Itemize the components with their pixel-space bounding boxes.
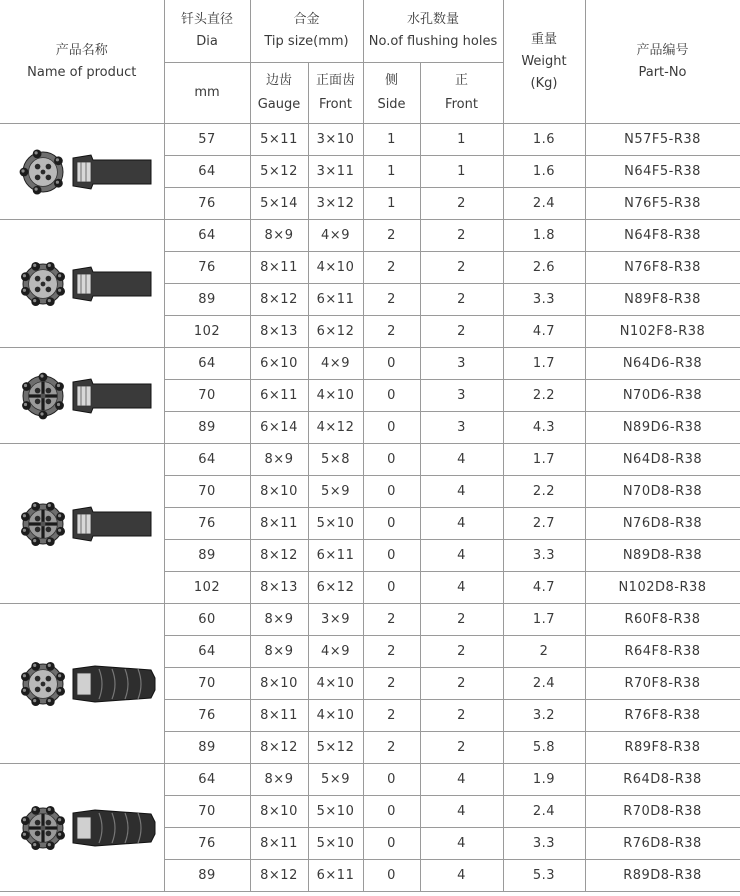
- cell-gauge-tip: 8×13: [250, 572, 308, 604]
- cell-dia: 57: [164, 124, 250, 156]
- cell-part-no: N57F5-R38: [585, 124, 740, 156]
- cell-front-holes: 2: [420, 700, 503, 732]
- cell-weight: 2.4: [503, 188, 585, 220]
- cell-front-holes: 3: [420, 412, 503, 444]
- cell-front-holes: 4: [420, 828, 503, 860]
- cell-front-tip: 5×9: [308, 764, 363, 796]
- cell-front-holes: 2: [420, 732, 503, 764]
- cell-side-holes: 2: [363, 732, 420, 764]
- table-row: [0, 220, 740, 252]
- cell-side-holes: 0: [363, 412, 420, 444]
- table-row: [0, 444, 740, 476]
- cell-gauge-tip: 5×11: [250, 124, 308, 156]
- table-row: [0, 604, 740, 636]
- cell-dia: 89: [164, 860, 250, 892]
- header-hfront-cn: 正: [454, 73, 468, 88]
- cell-dia: 64: [164, 444, 250, 476]
- header-dia-unit: mm: [164, 63, 250, 124]
- cell-dia: 64: [164, 764, 250, 796]
- cell-weight: 1.8: [503, 220, 585, 252]
- cell-gauge-tip: 8×10: [250, 796, 308, 828]
- cell-gauge-tip: 5×12: [250, 156, 308, 188]
- cell-part-no: R76F8-R38: [585, 700, 740, 732]
- header-product-name-en: Name of product: [27, 64, 137, 80]
- cell-front-holes: 4: [420, 572, 503, 604]
- cell-part-no: N102F8-R38: [585, 316, 740, 348]
- cell-front-holes: 2: [420, 188, 503, 220]
- cell-dia: 102: [164, 316, 250, 348]
- header-gauge: [250, 63, 308, 124]
- header-side-cn: 侧: [384, 73, 398, 88]
- header-weight-cn: 重量: [530, 31, 557, 47]
- cell-side-holes: 0: [363, 828, 420, 860]
- cell-gauge-tip: 8×12: [250, 860, 308, 892]
- cell-front-holes: 2: [420, 636, 503, 668]
- cell-dia: 76: [164, 508, 250, 540]
- cell-front-holes: 3: [420, 348, 503, 380]
- header-front-cn: 正面齿: [315, 73, 355, 88]
- cell-front-holes: 4: [420, 796, 503, 828]
- cell-side-holes: 1: [363, 124, 420, 156]
- cell-side-holes: 2: [363, 220, 420, 252]
- cell-gauge-tip: 8×10: [250, 476, 308, 508]
- cell-gauge-tip: 8×9: [250, 604, 308, 636]
- header-tip-en: Tip size(mm): [264, 34, 349, 49]
- table-body: [0, 124, 740, 892]
- cell-front-tip: 3×9: [308, 604, 363, 636]
- cell-dia: 60: [164, 604, 250, 636]
- cell-gauge-tip: 8×11: [250, 252, 308, 284]
- cell-gauge-tip: 8×10: [250, 668, 308, 700]
- header-holes-cn: 水孔数量: [406, 12, 459, 27]
- cell-dia: 70: [164, 476, 250, 508]
- header-dia-cn: 钎头直径: [180, 12, 233, 27]
- cell-gauge-tip: 8×11: [250, 700, 308, 732]
- cell-weight: 5.3: [503, 860, 585, 892]
- cell-gauge-tip: 6×11: [250, 380, 308, 412]
- cell-gauge-tip: 6×10: [250, 348, 308, 380]
- cell-gauge-tip: 8×11: [250, 508, 308, 540]
- cell-part-no: N64D6-R38: [585, 348, 740, 380]
- cell-dia: 70: [164, 380, 250, 412]
- retrac-button-bit-flat-face-8-gauge-illustration: [7, 654, 157, 714]
- cell-part-no: R64D8-R38: [585, 764, 740, 796]
- cell-dia: 102: [164, 572, 250, 604]
- cell-weight: 2.2: [503, 380, 585, 412]
- cell-front-tip: 5×12: [308, 732, 363, 764]
- cell-weight: 3.2: [503, 700, 585, 732]
- cell-front-tip: 6×11: [308, 860, 363, 892]
- button-bit-flat-face-8-gauge-illustration: [7, 254, 157, 314]
- button-bit-drop-center-8-gauge-illustration: [7, 494, 157, 554]
- retrac-button-bit-drop-center-8-gauge-illustration: [7, 798, 157, 858]
- cell-dia: 64: [164, 636, 250, 668]
- header-front-en: Front: [319, 97, 352, 112]
- cell-front-tip: 5×8: [308, 444, 363, 476]
- cell-weight: 1.6: [503, 156, 585, 188]
- cell-weight: 2.4: [503, 668, 585, 700]
- header-side-holes: [363, 63, 420, 124]
- cell-front-holes: 1: [420, 124, 503, 156]
- cell-weight: 1.9: [503, 764, 585, 796]
- header-weight-en: Weight: [521, 53, 567, 69]
- cell-gauge-tip: 8×9: [250, 220, 308, 252]
- cell-front-tip: 4×10: [308, 252, 363, 284]
- cell-part-no: N89F8-R38: [585, 284, 740, 316]
- cell-dia: 64: [164, 156, 250, 188]
- header-dia-en: Dia: [196, 34, 218, 49]
- header-flushing-holes: [363, 0, 503, 63]
- cell-gauge-tip: 5×14: [250, 188, 308, 220]
- cell-part-no: N89D6-R38: [585, 412, 740, 444]
- header-holes-en: No.of flushing holes: [368, 34, 498, 49]
- product-image-cell: [0, 348, 164, 444]
- cell-side-holes: 2: [363, 700, 420, 732]
- header-gauge-cn: 边齿: [265, 73, 292, 88]
- cell-front-tip: 4×10: [308, 700, 363, 732]
- header-gauge-en: Gauge: [257, 97, 301, 112]
- cell-side-holes: 0: [363, 860, 420, 892]
- cell-dia: 89: [164, 732, 250, 764]
- cell-weight: 2.7: [503, 508, 585, 540]
- cell-front-holes: 4: [420, 508, 503, 540]
- cell-part-no: N64F8-R38: [585, 220, 740, 252]
- header-weight-unit: (Kg): [530, 75, 558, 91]
- cell-front-holes: 2: [420, 220, 503, 252]
- cell-side-holes: 0: [363, 572, 420, 604]
- cell-dia: 89: [164, 284, 250, 316]
- cell-side-holes: 2: [363, 636, 420, 668]
- cell-gauge-tip: 8×12: [250, 540, 308, 572]
- cell-part-no: N64D8-R38: [585, 444, 740, 476]
- cell-part-no: N76F5-R38: [585, 188, 740, 220]
- cell-dia: 64: [164, 220, 250, 252]
- cell-weight: 1.7: [503, 348, 585, 380]
- cell-dia: 89: [164, 540, 250, 572]
- cell-front-tip: 5×10: [308, 828, 363, 860]
- cell-side-holes: 0: [363, 476, 420, 508]
- cell-front-holes: 2: [420, 604, 503, 636]
- cell-side-holes: 2: [363, 284, 420, 316]
- cell-weight: 2.6: [503, 252, 585, 284]
- cell-front-tip: 3×12: [308, 188, 363, 220]
- header-part-no: [585, 0, 740, 124]
- cell-front-holes: 1: [420, 156, 503, 188]
- button-bit-flat-face-5-gauge-illustration: [7, 142, 157, 202]
- cell-dia: 70: [164, 668, 250, 700]
- cell-front-tip: 4×10: [308, 668, 363, 700]
- cell-side-holes: 2: [363, 668, 420, 700]
- cell-front-tip: 5×10: [308, 508, 363, 540]
- cell-dia: 76: [164, 700, 250, 732]
- cell-side-holes: 0: [363, 380, 420, 412]
- header-tip-cn: 合金: [293, 12, 320, 27]
- cell-dia: 89: [164, 412, 250, 444]
- cell-front-holes: 2: [420, 284, 503, 316]
- cell-part-no: N64F5-R38: [585, 156, 740, 188]
- header-row-top: [0, 0, 740, 63]
- cell-weight: 5.8: [503, 732, 585, 764]
- cell-weight: 2.4: [503, 796, 585, 828]
- cell-front-tip: 6×11: [308, 540, 363, 572]
- table-row: [0, 348, 740, 380]
- cell-dia: 70: [164, 796, 250, 828]
- cell-front-holes: 2: [420, 316, 503, 348]
- cell-front-tip: 4×9: [308, 636, 363, 668]
- cell-side-holes: 1: [363, 188, 420, 220]
- cell-part-no: N70D6-R38: [585, 380, 740, 412]
- cell-dia: 76: [164, 188, 250, 220]
- cell-weight: 1.7: [503, 604, 585, 636]
- cell-gauge-tip: 8×12: [250, 284, 308, 316]
- cell-side-holes: 0: [363, 348, 420, 380]
- header-hfront-en: Front: [445, 97, 478, 112]
- cell-front-tip: 4×10: [308, 380, 363, 412]
- cell-part-no: N89D8-R38: [585, 540, 740, 572]
- cell-side-holes: 2: [363, 604, 420, 636]
- header-product-name-cn: 产品名称: [55, 42, 108, 58]
- cell-dia: 64: [164, 348, 250, 380]
- cell-dia: 76: [164, 252, 250, 284]
- cell-part-no: R89F8-R38: [585, 732, 740, 764]
- cell-weight: 3.3: [503, 284, 585, 316]
- product-image-cell: [0, 764, 164, 892]
- cell-side-holes: 0: [363, 540, 420, 572]
- product-image-cell: [0, 124, 164, 220]
- cell-front-holes: 4: [420, 540, 503, 572]
- header-weight: [503, 0, 585, 124]
- cell-side-holes: 0: [363, 444, 420, 476]
- cell-gauge-tip: 6×14: [250, 412, 308, 444]
- header-front-holes: [420, 63, 503, 124]
- cell-front-holes: 3: [420, 380, 503, 412]
- cell-weight: 1.7: [503, 444, 585, 476]
- cell-front-tip: 4×9: [308, 348, 363, 380]
- product-image-cell: [0, 604, 164, 764]
- cell-weight: 1.6: [503, 124, 585, 156]
- cell-front-tip: 3×10: [308, 124, 363, 156]
- cell-front-holes: 4: [420, 764, 503, 796]
- cell-weight: 3.3: [503, 828, 585, 860]
- cell-front-holes: 4: [420, 444, 503, 476]
- header-product-name: [0, 0, 164, 124]
- cell-part-no: R89D8-R38: [585, 860, 740, 892]
- cell-side-holes: 0: [363, 508, 420, 540]
- cell-gauge-tip: 8×13: [250, 316, 308, 348]
- cell-weight: 2.2: [503, 476, 585, 508]
- cell-weight: 4.7: [503, 316, 585, 348]
- cell-front-holes: 4: [420, 476, 503, 508]
- cell-part-no: N76D8-R38: [585, 508, 740, 540]
- cell-front-tip: 3×11: [308, 156, 363, 188]
- cell-weight: 4.7: [503, 572, 585, 604]
- product-image-cell: [0, 220, 164, 348]
- cell-side-holes: 0: [363, 764, 420, 796]
- cell-front-holes: 2: [420, 668, 503, 700]
- cell-front-tip: 5×9: [308, 476, 363, 508]
- cell-part-no: R70F8-R38: [585, 668, 740, 700]
- cell-side-holes: 1: [363, 156, 420, 188]
- cell-weight: 4.3: [503, 412, 585, 444]
- cell-side-holes: 0: [363, 796, 420, 828]
- cell-part-no: R76D8-R38: [585, 828, 740, 860]
- cell-part-no: R64F8-R38: [585, 636, 740, 668]
- cell-dia: 76: [164, 828, 250, 860]
- cell-front-tip: 6×12: [308, 572, 363, 604]
- cell-gauge-tip: 8×12: [250, 732, 308, 764]
- header-part-cn: 产品编号: [636, 42, 689, 58]
- cell-gauge-tip: 8×9: [250, 764, 308, 796]
- cell-front-tip: 4×9: [308, 220, 363, 252]
- cell-part-no: N76F8-R38: [585, 252, 740, 284]
- table-row: [0, 764, 740, 796]
- header-front-tip: [308, 63, 363, 124]
- cell-part-no: R70D8-R38: [585, 796, 740, 828]
- cell-side-holes: 2: [363, 316, 420, 348]
- cell-front-holes: 2: [420, 252, 503, 284]
- cell-gauge-tip: 8×9: [250, 444, 308, 476]
- cell-front-tip: 6×11: [308, 284, 363, 316]
- cell-front-tip: 5×10: [308, 796, 363, 828]
- cell-front-tip: 6×12: [308, 316, 363, 348]
- cell-weight: 2: [503, 636, 585, 668]
- table-row: [0, 124, 740, 156]
- cell-front-holes: 4: [420, 860, 503, 892]
- cell-weight: 3.3: [503, 540, 585, 572]
- header-side-en: Side: [377, 97, 406, 112]
- cell-front-tip: 4×12: [308, 412, 363, 444]
- header-tip-size: [250, 0, 363, 63]
- header-dia: [164, 0, 250, 63]
- cell-gauge-tip: 8×9: [250, 636, 308, 668]
- cell-part-no: N70D8-R38: [585, 476, 740, 508]
- product-image-cell: [0, 444, 164, 604]
- cell-part-no: N102D8-R38: [585, 572, 740, 604]
- header-part-en: Part-No: [638, 64, 687, 80]
- cell-side-holes: 2: [363, 252, 420, 284]
- cell-part-no: R60F8-R38: [585, 604, 740, 636]
- cell-gauge-tip: 8×11: [250, 828, 308, 860]
- button-bit-drop-center-6-gauge-illustration: [7, 366, 157, 426]
